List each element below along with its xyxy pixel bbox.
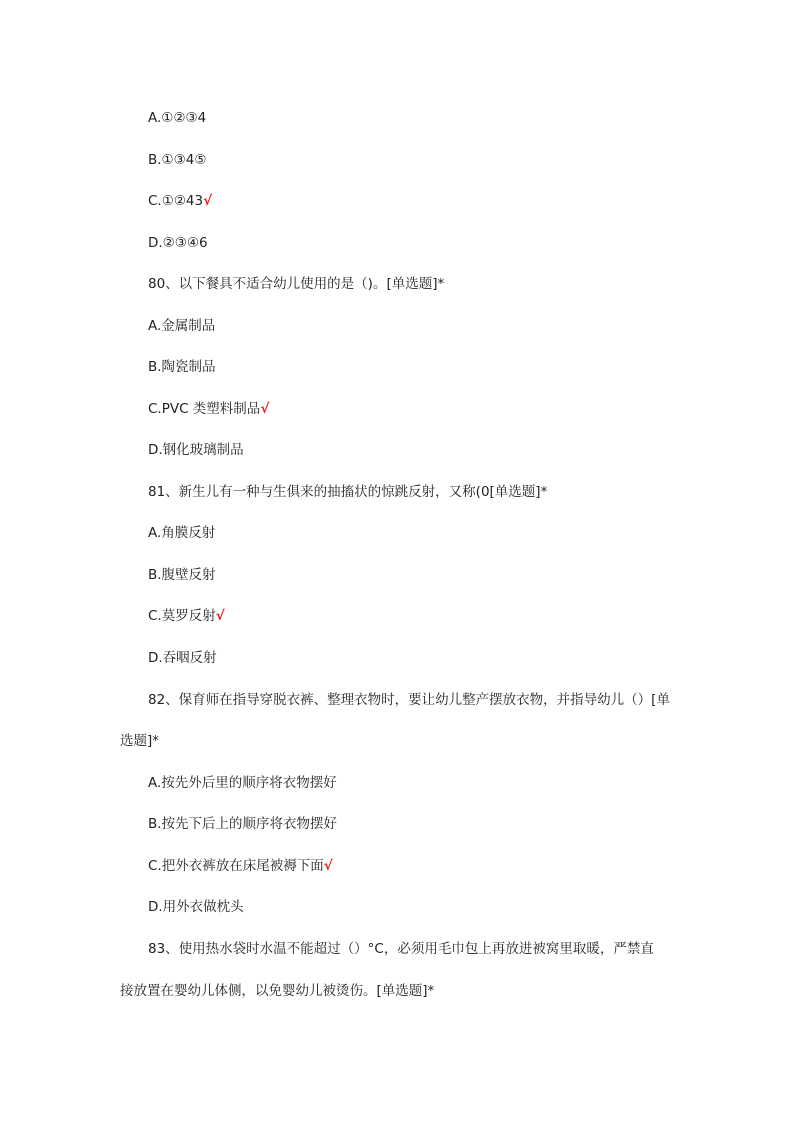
option-q80-a: A.金属制品	[148, 318, 216, 334]
option-q79-a: A.①②③4	[148, 110, 207, 126]
correct-check-icon: √	[323, 858, 333, 874]
option-q81-c: C.莫罗反射√	[148, 608, 225, 624]
option-q80-c: C.PVC 类塑料制品√	[148, 401, 270, 417]
option-q80-b: B.陶瓷制品	[148, 359, 216, 375]
correct-check-icon: √	[260, 401, 270, 417]
option-q82-d: D.用外衣做枕头	[148, 899, 244, 915]
question-82-stem-continued: 选题]*	[120, 733, 160, 749]
correct-check-icon: √	[215, 608, 225, 624]
question-83-stem: 83、使用热水袋时水温不能超过（）°C，必须用毛巾包上再放进被窝里取暖，严禁直	[148, 941, 654, 957]
option-q82-c: C.把外衣裤放在床尾被褥下面√	[148, 858, 333, 874]
option-q80-d: D.钢化玻璃制品	[148, 442, 244, 458]
option-q81-d: D.吞咽反射	[148, 650, 217, 666]
option-q82-a: A.按先外后里的顺序将衣物摆好	[148, 775, 337, 791]
correct-check-icon: √	[203, 193, 213, 209]
option-q82-b: B.按先下后上的顺序将衣物摆好	[148, 816, 338, 832]
question-82-stem: 82、保育师在指导穿脱衣裤、整理衣物时，要让幼儿整产摆放衣物，并指导幼儿（）[单	[148, 692, 670, 708]
option-q79-b: B.①③4⑤	[148, 152, 207, 168]
question-80-stem: 80、以下餐具不适合幼儿使用的是（)。[单选题]*	[148, 276, 445, 292]
option-q79-c: C.①②43√	[148, 193, 213, 209]
question-81-stem: 81、新生儿有一种与生俱来的抽搐状的惊跳反射，又称(0[单选题]*	[148, 484, 548, 500]
option-q79-d: D.②③④6	[148, 235, 208, 251]
question-83-stem-continued: 接放置在婴幼儿体侧，以免婴幼儿被烫伤。[单选题]*	[120, 983, 435, 999]
option-q81-b: B.腹壁反射	[148, 567, 216, 583]
option-q81-a: A.角膜反射	[148, 525, 216, 541]
